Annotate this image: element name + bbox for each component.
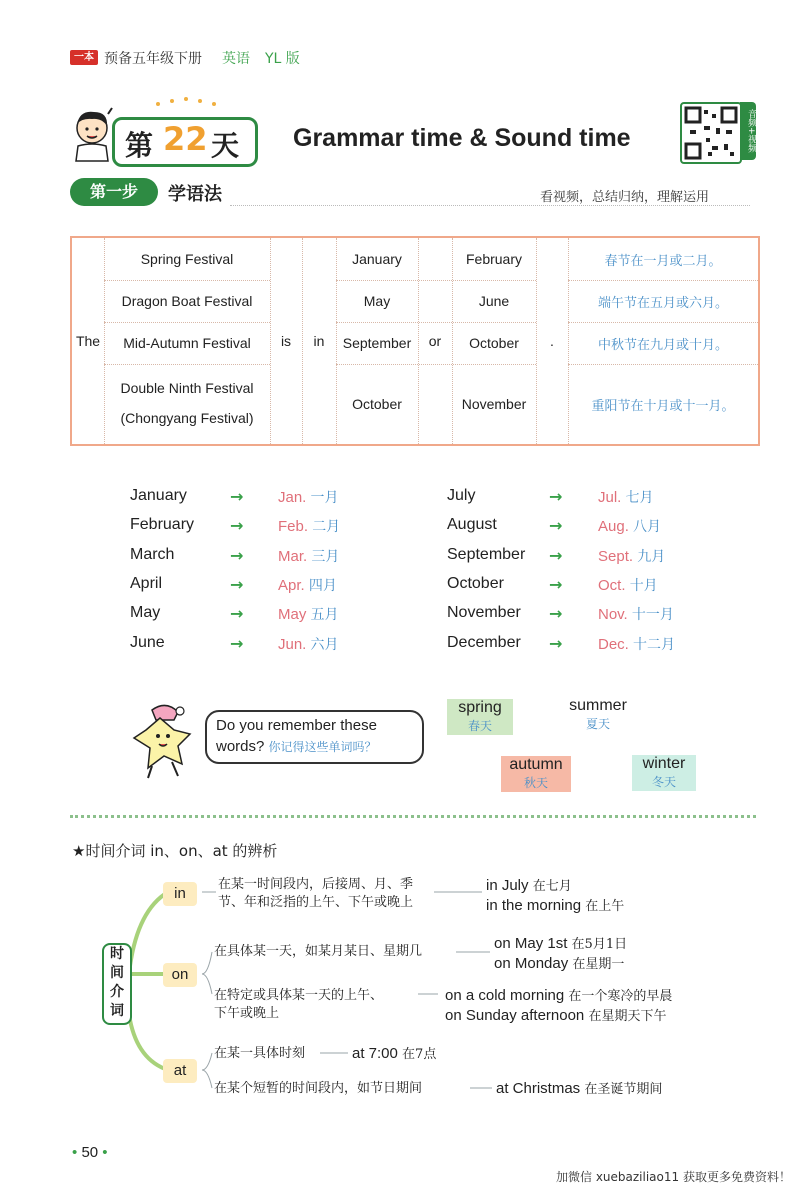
- month-name: June: [130, 633, 165, 651]
- month-abbreviation: Nov. 十一月: [598, 606, 674, 624]
- month-abbreviation: Sept. 九月: [598, 547, 666, 565]
- season-card-spring: spring 春天: [447, 699, 513, 735]
- at-description-a: 在某一具体时刻: [214, 1046, 306, 1061]
- month-name: July: [447, 487, 476, 504]
- season-card-summer: summer 夏天: [569, 697, 627, 731]
- table-translation: 重阳节在十月或十一月。: [591, 398, 735, 414]
- bubble-text-2: words? 你记得这些单词吗？: [216, 738, 377, 755]
- table-verb-is: is: [280, 333, 292, 349]
- month-translation: 五月: [310, 607, 339, 624]
- day-badge: [112, 117, 258, 167]
- table-month-2: June: [478, 293, 510, 309]
- version-label: YL 版: [265, 51, 300, 67]
- arrow-icon: →: [230, 545, 244, 565]
- table-period: .: [550, 333, 554, 349]
- month-abbreviation: Jun. 六月: [278, 635, 339, 653]
- month-name: February: [130, 516, 195, 534]
- arrow-icon: →: [549, 574, 563, 594]
- day-prefix: 第: [125, 129, 154, 162]
- arrow-icon: →: [230, 633, 244, 653]
- arrow-icon: →: [549, 604, 563, 624]
- grammar-table: [70, 236, 760, 446]
- month-translation: 九月: [637, 548, 666, 565]
- month-abbreviation: Dec. 十二月: [598, 635, 676, 653]
- in-examples: in July 在七月 in the morning 在上午: [486, 877, 625, 914]
- table-subject-the: The: [75, 333, 101, 349]
- book-title: 预备五年级下册: [104, 51, 202, 67]
- table-month-2: February: [465, 251, 523, 267]
- on-description-b: 在特定或具体某一天的上午、 下午或晚上: [214, 988, 384, 1021]
- month-abbreviation: Jul. 七月: [598, 489, 654, 506]
- month-translation: 七月: [625, 490, 654, 506]
- arrow-icon: →: [549, 633, 563, 653]
- month-name: October: [447, 574, 504, 592]
- month-abbreviation: Apr. 四月: [278, 576, 337, 594]
- table-prep-in: in: [313, 333, 325, 349]
- season-card-winter: winter 冬天: [632, 755, 696, 791]
- divider: [230, 205, 750, 206]
- month-translation: 十月: [629, 577, 658, 594]
- step-hint: 看视频，总结归纳，理解运用: [540, 190, 710, 205]
- table-month-1: January: [352, 251, 402, 267]
- month-abbreviation: Jan. 一月: [278, 489, 339, 506]
- arrow-icon: →: [230, 574, 244, 594]
- page-title: Grammar time & Sound time: [293, 124, 631, 152]
- arrow-icon: →: [230, 604, 244, 624]
- sun-decoration-icon: [148, 94, 228, 112]
- month-name: March: [130, 545, 175, 563]
- at-description-b: 在某个短暂的时间段内，如节日期间: [214, 1081, 423, 1096]
- month-name: May: [130, 604, 161, 622]
- series-logo: 一本: [70, 50, 98, 65]
- bubble-text-1: Do you remember these: [216, 717, 377, 734]
- step-badge: 第一步: [70, 178, 158, 206]
- month-abbreviation: Oct. 十月: [598, 576, 658, 594]
- table-month-1: May: [363, 293, 391, 309]
- month-name: December: [447, 633, 521, 651]
- table-month-1: September: [342, 335, 412, 351]
- day-suffix: 天: [211, 129, 240, 162]
- month-translation: 十二月: [633, 636, 676, 653]
- boy-mascot-icon: [68, 106, 114, 162]
- mindmap-node-in: in: [163, 882, 197, 906]
- month-translation: 六月: [310, 636, 339, 653]
- day-number: 22: [163, 120, 208, 158]
- arrow-icon: →: [549, 487, 563, 506]
- month-translation: 八月: [633, 519, 662, 536]
- arrow-icon: →: [549, 545, 563, 565]
- page-number: • 50 •: [72, 1144, 108, 1161]
- step-title: 学语法: [168, 184, 222, 205]
- mindmap-node-on: on: [163, 963, 197, 987]
- on-examples-b: on a cold morning 在一个寒冷的早晨 on Sunday afternoon 在星期天下午: [445, 987, 673, 1024]
- table-month-1: October: [352, 396, 402, 412]
- table-festival: Dragon Boat Festival: [121, 293, 253, 309]
- table-month-2: November: [461, 396, 527, 412]
- month-abbreviation: May 五月: [278, 606, 339, 624]
- bubble-translation: 你记得这些单词吗？: [268, 740, 377, 754]
- table-month-2: October: [469, 335, 519, 351]
- month-translation: 四月: [308, 577, 337, 594]
- section-divider: [70, 815, 756, 818]
- month-abbreviation: Mar. 三月: [278, 547, 340, 565]
- table-translation: 中秋节在九月或十月。: [597, 337, 728, 353]
- table-festival: Double Ninth Festival: [120, 380, 254, 396]
- in-description: 在某一时间段内，后接周、月、季 节、年和泛指的上午、下午或晚上: [218, 877, 414, 910]
- month-translation: 二月: [312, 519, 341, 536]
- mindmap-heading: ★时间介词 in、on、at 的辨析: [72, 842, 278, 860]
- month-name: September: [447, 545, 526, 563]
- mindmap-root: 时 间 介 词: [102, 943, 132, 1025]
- mindmap-node-at: at: [163, 1059, 197, 1083]
- month-abbreviation: Aug. 八月: [598, 518, 662, 536]
- at-example-a: at 7:00 在7点: [352, 1045, 437, 1062]
- season-card-autumn: autumn 秋天: [501, 756, 571, 792]
- on-examples-a: on May 1st 在5月1日 on Monday 在星期一: [494, 935, 628, 972]
- on-description-a: 在具体某一天，如某月某日、星期几: [214, 944, 423, 959]
- arrow-icon: →: [230, 487, 244, 506]
- table-translation: 春节在一月或二月。: [604, 253, 722, 269]
- month-translation: 十一月: [631, 607, 674, 624]
- month-translation: 一月: [310, 490, 339, 506]
- qr-code-icon[interactable]: [680, 102, 742, 164]
- at-example-b: at Christmas 在圣诞节期间: [496, 1080, 663, 1097]
- qr-media-tag: 音频+视频: [740, 102, 756, 160]
- month-name: August: [447, 516, 497, 534]
- table-translation: 端午节在五月或六月。: [597, 295, 728, 311]
- speech-bubble: [205, 710, 424, 764]
- month-translation: 三月: [311, 548, 340, 565]
- table-festival: Mid-Autumn Festival: [123, 335, 251, 351]
- table-festival: Spring Festival: [140, 251, 234, 267]
- month-abbreviation: Feb. 二月: [278, 518, 341, 536]
- month-name: April: [130, 574, 163, 592]
- table-festival-alt: (Chongyang Festival): [120, 410, 254, 426]
- month-name: January: [130, 487, 187, 504]
- month-name: November: [447, 604, 521, 622]
- arrow-icon: →: [549, 516, 563, 536]
- subject-label: 英语: [222, 51, 250, 67]
- table-conj-or: or: [428, 333, 442, 349]
- arrow-icon: →: [230, 516, 244, 536]
- footer-note: 加微信 xuebaziliao11 获取更多免费资料！: [556, 1170, 791, 1184]
- star-mascot-icon: [126, 702, 200, 782]
